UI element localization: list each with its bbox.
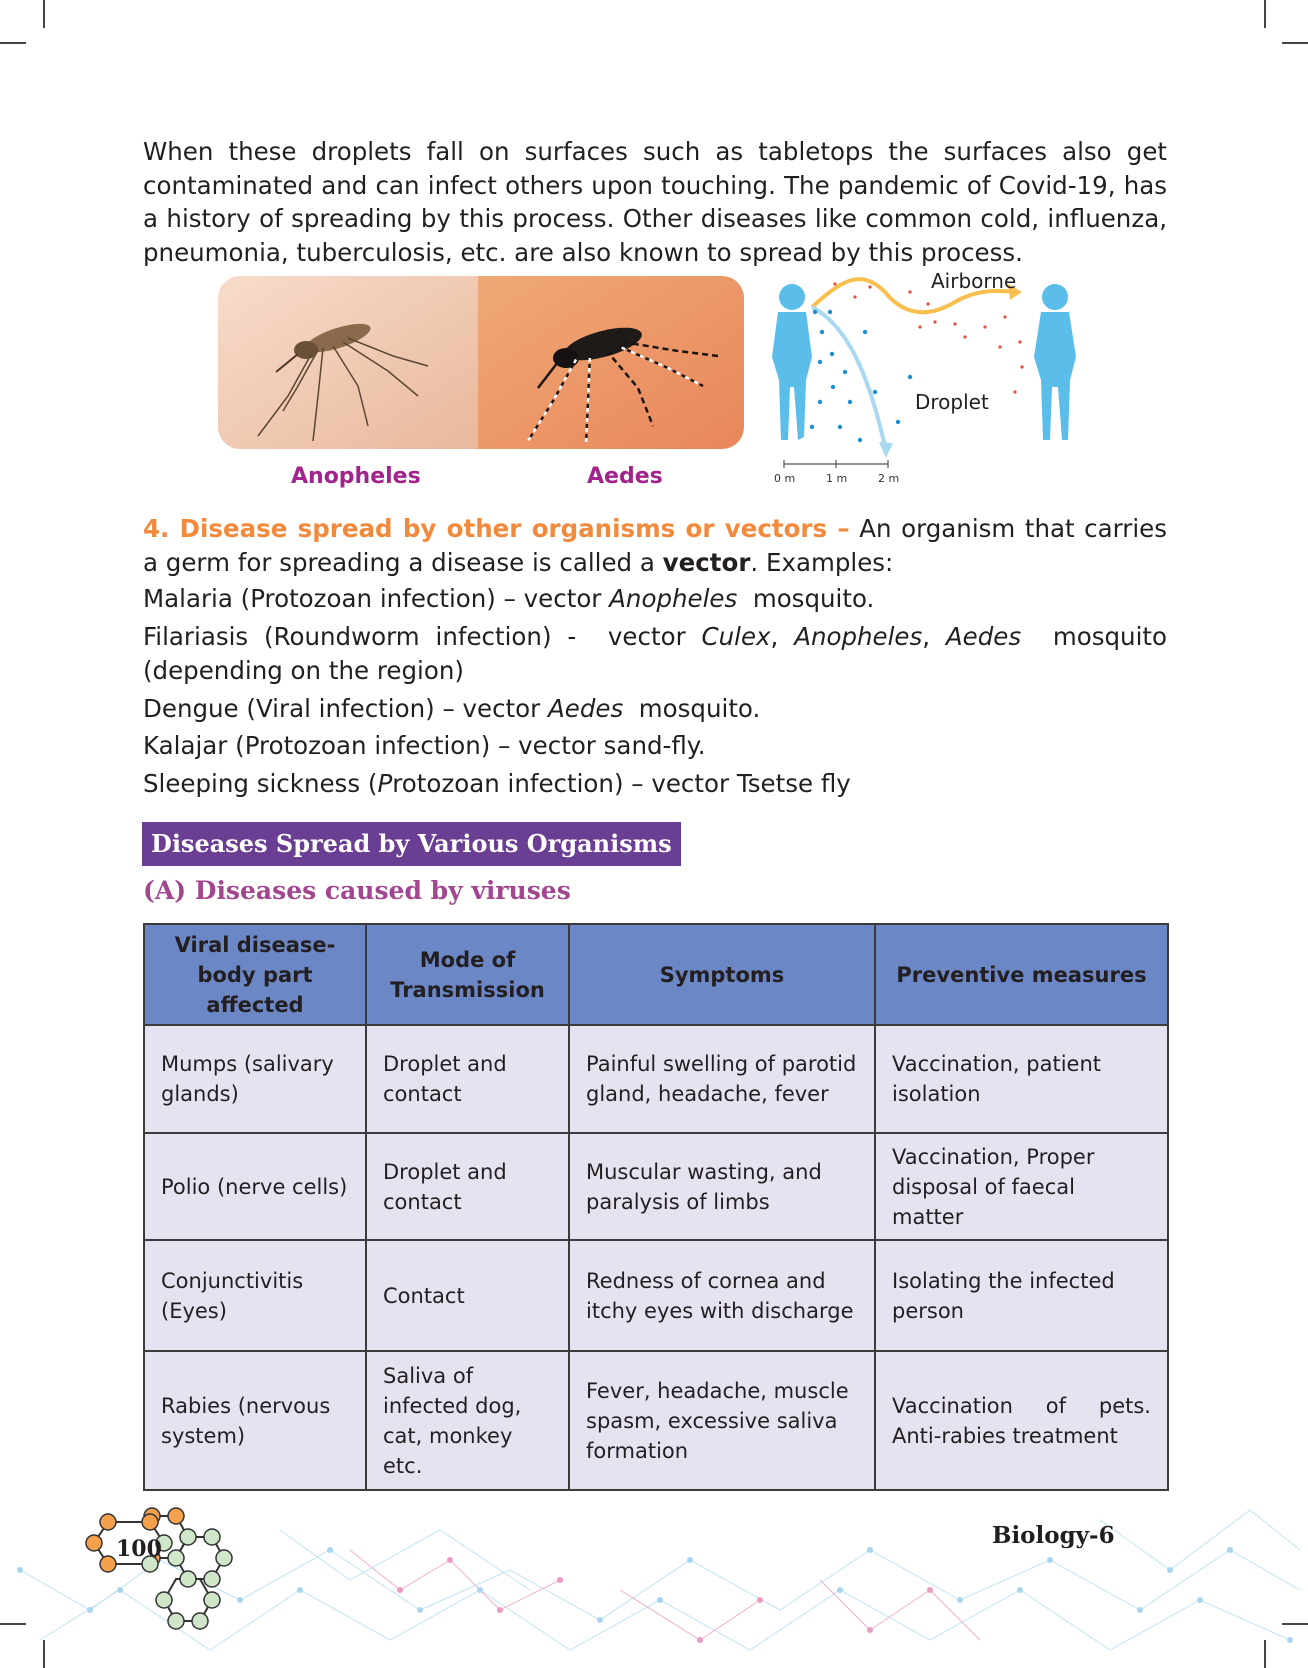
table-cell: Saliva of infected dog, cat, monkey etc. <box>366 1351 569 1490</box>
table-cell: Vaccination, Proper disposal of faecal matter <box>875 1133 1168 1240</box>
table-row <box>144 1025 1168 1133</box>
table-cell: Contact <box>366 1240 569 1351</box>
example-filariasis: Filariasis (Roundworm infection) - vector Culex, Anopheles, Aedes mosquito (depending on the region) <box>143 622 1175 685</box>
header-cell: Mode of Transmission <box>366 924 569 1025</box>
subheading: (A) Diseases caused by viruses <box>143 876 571 905</box>
table-cell: Rabies (nervous system) <box>144 1351 366 1490</box>
example-sleeping-sickness: Sleeping sickness (Protozoan infection) – vector Tsetse fly <box>143 769 851 798</box>
book-title: Biology-6 <box>992 1522 1115 1549</box>
viral-diseases-table <box>143 923 1169 1491</box>
table-cell: Conjunctivitis (Eyes) <box>144 1240 366 1351</box>
table-header-row <box>144 924 1168 1025</box>
table-cell: Redness of cornea and itchy eyes with discharge <box>569 1240 875 1351</box>
header-cell: Symptoms <box>569 924 875 1025</box>
header-cell: Viral disease-body part affected <box>144 924 366 1025</box>
table-cell: Polio (nerve cells) <box>144 1133 366 1240</box>
example-kalajar: Kalajar (Protozoan infection) – vector sand-fly. <box>143 731 706 760</box>
example-dengue: Dengue (Viral infection) – vector Aedes mosquito. <box>143 694 761 723</box>
crop-mark <box>1264 0 1266 28</box>
vector-definition: 4. Disease spread by other organisms or vectors – An organism that carries a germ for spreading a disease is called a vector. Examples: <box>143 514 1168 577</box>
table-cell: Fever, headache, muscle spasm, excessive saliva formation <box>569 1351 875 1490</box>
scale-label-2: 2 m <box>878 472 900 485</box>
aedes-photo <box>478 276 744 449</box>
intro-paragraph: When these droplets fall on surfaces such as tabletops the surfaces also get contaminated and can infect others upon touching. The pandemic of Covid-19, has a history of spreading by this process. Other diseases like common cold, influenza, pneumonia, tuberculosis, etc. are also known to spread by this process. <box>143 137 1167 267</box>
table-cell: Droplet and contact <box>366 1133 569 1240</box>
caption-anopheles: Anopheles <box>291 464 421 489</box>
table-row <box>144 1351 1168 1490</box>
table-cell: Mumps (salivary glands) <box>144 1025 366 1133</box>
crop-mark <box>0 42 26 44</box>
table-row <box>144 1240 1168 1351</box>
header-cell: Preventive measures <box>875 924 1168 1025</box>
scale-label-1: 1 m <box>826 472 848 485</box>
table-cell: Isolating the infected person <box>875 1240 1168 1351</box>
table-cell: Vaccination of pets. Anti-rabies treatment <box>875 1351 1168 1490</box>
transmission-diagram <box>760 262 1090 494</box>
section-banner: Diseases Spread by Various Organisms <box>142 822 681 866</box>
table-cell: Droplet and contact <box>366 1025 569 1133</box>
droplet-label: Droplet <box>915 390 989 414</box>
section-4-heading: 4. Disease spread by other organisms or vectors – <box>143 514 850 543</box>
table-cell: Muscular wasting, and paralysis of limbs <box>569 1133 875 1240</box>
table-row <box>144 1133 1168 1240</box>
caption-aedes: Aedes <box>587 464 663 489</box>
scale-label-0: 0 m <box>774 472 796 485</box>
molecule-decoration <box>0 1490 1308 1668</box>
page-number: 100 <box>116 1536 162 1562</box>
vector-term: vector <box>662 547 751 577</box>
anopheles-photo <box>218 276 478 449</box>
airborne-label: Airborne <box>931 269 1017 293</box>
crop-mark <box>43 0 45 28</box>
table-cell: Painful swelling of parotid gland, headache, fever <box>569 1025 875 1133</box>
table-cell: Vaccination, patient isolation <box>875 1025 1168 1133</box>
crop-mark <box>1282 42 1308 44</box>
example-malaria: Malaria (Protozoan infection) – vector Anopheles mosquito. <box>143 584 875 613</box>
